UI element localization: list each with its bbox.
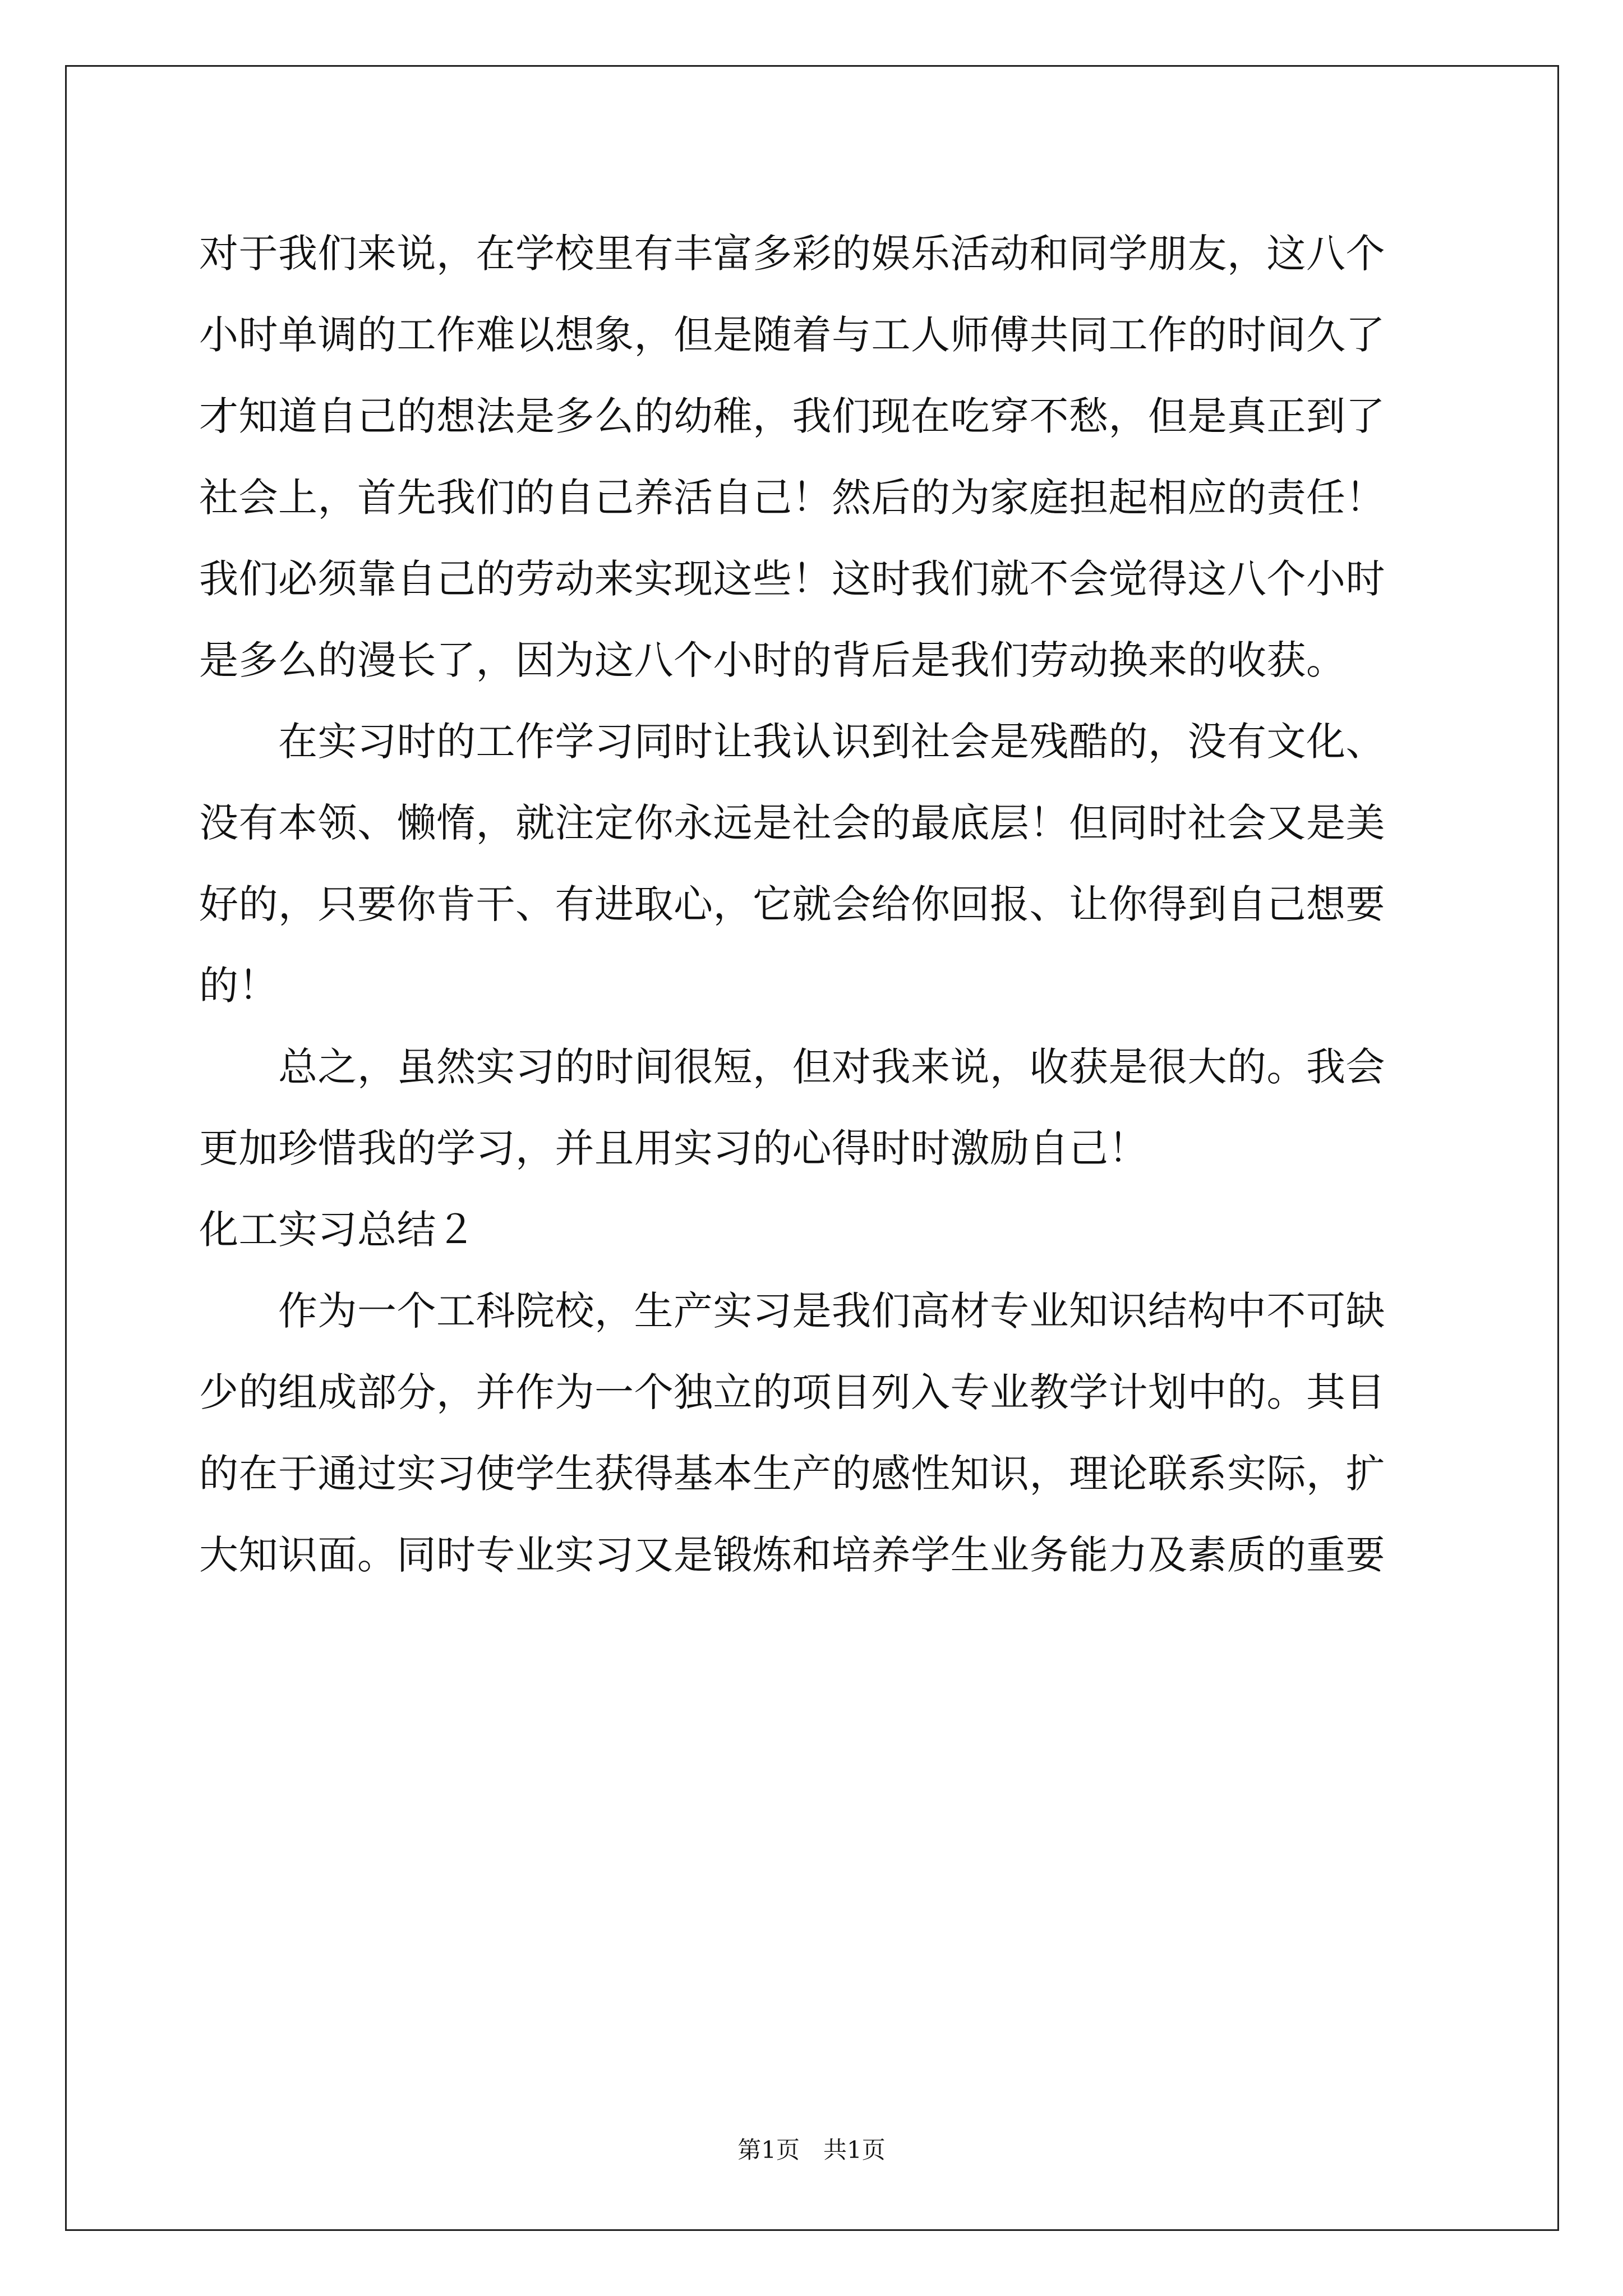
text-line: 是多么的漫长了，因为这八个小时的背后是我们劳动换来的收获。 xyxy=(199,637,1346,683)
text-line: 的！ xyxy=(199,963,278,1009)
document-body xyxy=(199,213,1427,1596)
text-line: 小时单调的工作难以想象，但是随着与工人师傅共同工作的时间久了 xyxy=(199,312,1385,358)
text-line: 对于我们来说，在学校里有丰富多彩的娱乐活动和同学朋友，这八个 xyxy=(199,231,1385,277)
text-line: 的在于通过实习使学生获得基本生产的感性知识，理论联系实际，扩 xyxy=(199,1451,1385,1497)
section-heading: 化工实习总结２ xyxy=(199,1207,476,1253)
text-line: 在实习时的工作学习同时让我认识到社会是残酷的，没有文化、 xyxy=(199,719,1385,765)
text-line: 少的组成部分，并作为一个独立的项目列入专业教学计划中的。其目 xyxy=(199,1369,1385,1415)
text-line: 更加珍惜我的学习，并且用实习的心得时时激励自己！ xyxy=(199,1125,1148,1171)
text-line: 才知道自己的想法是多么的幼稚，我们现在吃穿不愁，但是真正到了 xyxy=(199,393,1385,439)
text-line: 我们必须靠自己的劳动来实现这些！这时我们就不会觉得这八个小时 xyxy=(199,556,1385,602)
text-line: 好的，只要你肯干、有进取心，它就会给你回报、让你得到自己想要 xyxy=(199,881,1385,927)
text-line: 总之，虽然实习的时间很短，但对我来说，收获是很大的。我会 xyxy=(199,1044,1385,1090)
text-line: 作为一个工科院校，生产实习是我们高材专业知识结构中不可缺 xyxy=(199,1288,1385,1334)
text-line: 没有本领、懒惰，就注定你永远是社会的最底层！但同时社会又是美 xyxy=(199,800,1385,846)
text-line: 大知识面。同时专业实习又是锻炼和培养学生业务能力及素质的重要 xyxy=(199,1532,1385,1578)
text-line: 社会上，首先我们的自己养活自己！然后的为家庭担起相应的责任！ xyxy=(199,475,1385,521)
page-number-footer: 第1页 共1页 xyxy=(737,2136,886,2164)
